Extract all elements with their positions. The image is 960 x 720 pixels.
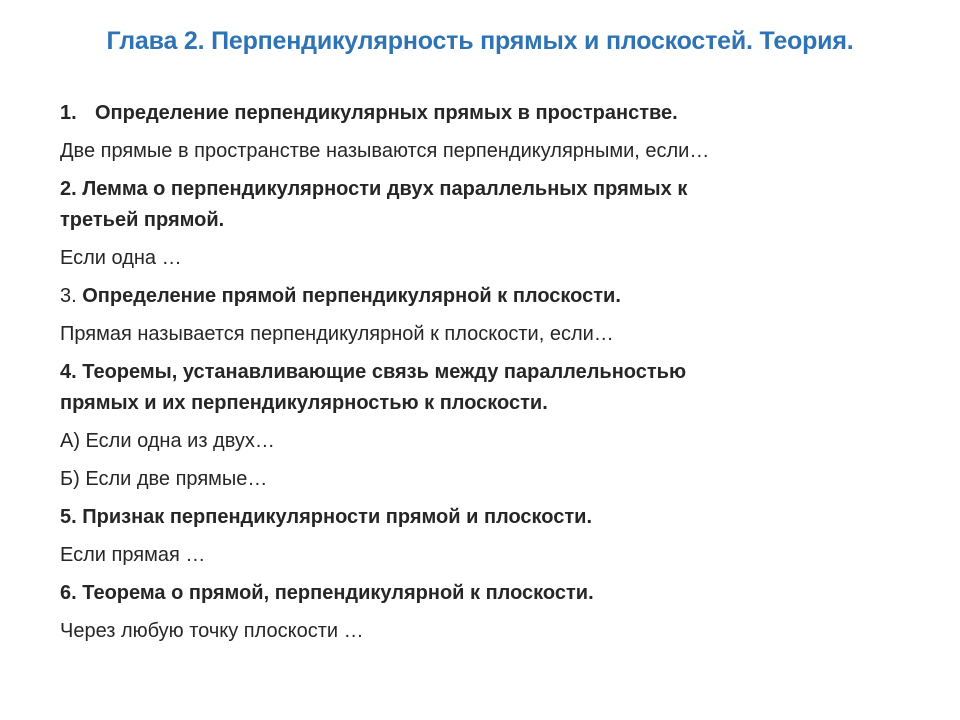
item-3-text: Прямая называется перпендикулярной к плоскости, если…: [60, 323, 614, 345]
item-4-heading-line2: прямых и их перпендикулярностью к плоскости.: [60, 392, 548, 414]
slide-content: [60, 100, 920, 644]
item-2-heading-line2: третьей прямой.: [60, 209, 225, 231]
item-5-heading: 5. Признак перпендикулярности прямой и плоскости.: [60, 506, 593, 528]
item-3-heading: [60, 283, 920, 309]
item-5-text: Если прямая …: [60, 544, 206, 566]
item-6-text: Через любую точку плоскости …: [60, 620, 364, 642]
item-1-number: 1.: [60, 102, 77, 124]
item-4-heading-line1: 4. Теоремы, устанавливающие связь между параллельностью: [60, 361, 687, 383]
item-1-heading: [60, 100, 920, 126]
item-2-heading-line1: 2. Лемма о перпендикулярности двух параллельных прямых к: [60, 178, 688, 200]
item-3-heading-text: Определение прямой перпендикулярной к плоскости.: [82, 285, 621, 307]
item-2-text: Если одна …: [60, 247, 182, 269]
item-1-text: Две прямые в пространстве называются перпендикулярными, если…: [60, 140, 710, 162]
item-1-heading-text: Определение перпендикулярных прямых в пространстве.: [95, 102, 678, 124]
slide-title: Глава 2. Перпендикулярность прямых и плоскостей. Теория.: [106, 27, 854, 55]
item-4-text-b: Б) Если две прямые…: [60, 468, 268, 490]
item-6-heading: 6. Теорема о прямой, перпендикулярной к плоскости.: [60, 582, 594, 604]
item-4-text-a: А) Если одна из двух…: [60, 430, 275, 452]
item-3-number: 3.: [60, 285, 77, 307]
